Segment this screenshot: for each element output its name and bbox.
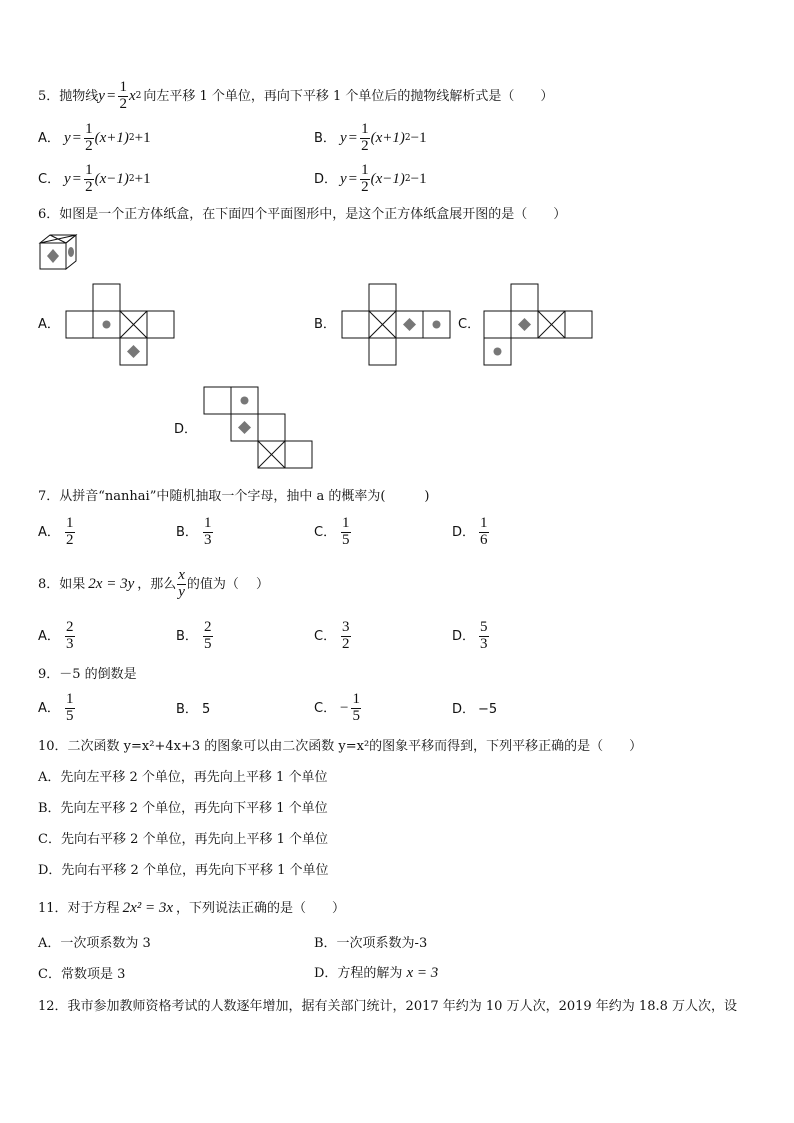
q7-option-c-den: 5 [342,531,350,548]
q7-option-d-num: 1 [480,515,488,531]
q9-option-b-label: B． [176,702,198,717]
q5-option-a-fraction [84,122,94,155]
q6-option-d-net [202,386,316,472]
net-a-square [147,311,174,338]
q9-text: －5 的倒数是 [59,667,137,682]
q11-option-d [314,966,438,981]
q5-option-d-num: 1 [361,162,369,178]
q12-stem [38,1000,737,1013]
q5-eq: = [106,87,116,104]
q9-option-a-den: 5 [66,707,74,724]
q11-text-a: 对于方程 [67,901,120,916]
q5-option-b-fraction [360,122,370,155]
q6-option-c-net [482,283,596,369]
q11-option-a: A．一次项系数为 3 [38,936,151,951]
q7-option-c-num: 1 [342,515,350,531]
q10-option-c: C．先向右平移 2 个单位，再先向上平移 1 个单位 [38,832,329,847]
q9-number: 9． [38,667,60,682]
q10-option-d: D．先向右平移 2 个单位，再先向下平移 1 个单位 [38,863,329,878]
q8-fnum: x [178,567,185,583]
q6-option-b-net [340,283,454,369]
q10-option-a: A．先向左平移 2 个单位，再先向上平移 1 个单位 [38,770,328,785]
q7-option-b-num: 1 [204,515,212,531]
q9-option-c-fraction [351,692,361,725]
q11-option-c: C．常数项是 3 [38,967,126,982]
q7-option-a-label: A． [38,524,60,540]
q8-option-c-label: C． [314,628,337,644]
q5-option-d-fraction [360,163,370,196]
q7-option-d-label: D． [452,524,476,540]
q5-option-d-tail: −1 [410,170,427,187]
q5-option-b-y: y [340,129,347,146]
q7-option-c-label: C． [314,524,337,540]
q8-fden: y [178,583,185,600]
q9-option-a-num: 1 [66,691,74,707]
q5-option-b-den: 2 [361,137,369,154]
q6-option-b-label: B． [314,317,336,332]
q5-option-d-y: y [340,170,347,187]
q5-option-d [314,163,427,196]
q5-text-a: 抛物线 [59,88,99,104]
q5-number: 5． [38,88,60,104]
q7-option-c [314,516,352,549]
q5-option-b-label: B． [314,130,336,146]
q5-half-num: 1 [119,79,127,95]
q9-option-a [38,692,76,725]
net-a-square [66,311,93,338]
q8-option-a-fraction [65,620,75,653]
q9-option-c-sign: − [340,699,349,716]
q6-option-a-net [64,283,178,369]
q7-option-d [452,516,490,549]
q7-option-b-den: 3 [204,531,212,548]
q8-option-a-den: 3 [66,635,74,652]
q5-option-c-y: y [64,170,71,187]
q5-option-d-inside: (x−1) [370,170,405,187]
cube-side-dot [68,247,74,257]
q8-option-b-den: 5 [204,635,212,652]
q9-option-d [452,703,497,716]
net-a-dot [103,321,111,329]
q5-x: x [128,87,136,104]
q8-option-d [452,620,490,653]
q11-option-d-text: D．方程的解为 [314,966,403,981]
net-b-square [342,311,369,338]
net-d-square [204,387,231,414]
q5-text-b: 向左平移 1 个单位，再向下平移 1 个单位后的抛物线解析式是（ ） [143,88,554,104]
q7-number: 7． [38,489,60,504]
q8-condition: 2x = 3y [88,575,135,592]
q8-text-b: ，那么 [137,576,177,592]
q5-option-c-sq: 2 [128,173,135,184]
q6-number: 6． [38,207,60,222]
q9-option-c-num: 1 [352,691,360,707]
net-b-square [369,338,396,365]
net-c-square [484,311,511,338]
q5-option-a-inside: (x+1) [94,129,129,146]
q8-option-b [176,620,214,653]
q5-option-b-tail: −1 [410,129,427,146]
q8-option-a-label: A． [38,628,60,644]
q6-cube-figure [36,232,84,272]
q10-number: 10． [38,739,68,754]
q5-option-b [314,122,427,155]
q5-option-b-inside: (x+1) [370,129,405,146]
q7-option-b-label: B． [176,524,198,540]
q8-option-d-den: 3 [480,635,488,652]
q7-text: 从拼音“nanhai”中随机抽取一个字母，抽中 a 的概率为( ) [59,489,430,504]
q8-option-a-num: 2 [66,619,74,635]
q5-option-c-inside: (x−1) [94,170,129,187]
q5-option-c-fraction [84,163,94,196]
q8-number: 8． [38,576,60,592]
q5-option-a-den: 2 [85,137,93,154]
q7-option-a [38,516,76,549]
q9-stem [38,668,137,681]
q7-option-b [176,516,214,549]
q8-option-c [314,620,352,653]
q6-option-c-label: C． [458,317,481,332]
q10-option-b: B．先向左平移 2 个单位，再先向下平移 1 个单位 [38,801,328,816]
q8-option-c-fraction [341,620,351,653]
net-b-dot [433,321,441,329]
q5-option-d-sq: 2 [404,173,411,184]
q5-option-b-eq: = [348,129,358,146]
q5-option-a [38,122,151,155]
q9-option-d-label: D． [452,702,476,717]
q8-option-a [38,620,76,653]
q9-option-a-fraction [65,692,75,725]
q7-option-d-fraction [479,516,489,549]
q7-option-b-fraction [203,516,213,549]
q8-option-c-num: 3 [342,619,350,635]
q5-sq: 2 [135,90,142,101]
q7-option-d-den: 6 [480,531,488,548]
q8-option-d-fraction [479,620,489,653]
q10-stem [38,740,642,753]
q5-option-a-label: A． [38,130,60,146]
q5-option-c-eq: = [72,170,82,187]
q6-option-a-label: A． [38,317,60,332]
q9-option-a-label: A． [38,700,60,716]
q12-text: 我市参加教师资格考试的人数逐年增加，据有关部门统计，2017 年约为 10 万人次，2019 年约为 18.8 万人次，设 [67,999,737,1014]
q5-option-c [38,163,151,196]
q6-option-d-label: D． [174,422,198,437]
q12-number: 12． [38,999,68,1014]
q5-half-fraction [118,80,128,113]
net-c-square [565,311,592,338]
q5-option-a-tail: +1 [134,129,151,146]
q6-text: 如图是一个正方体纸盒，在下面四个平面图形中，是这个正方体纸盒展开图的是（ ） [59,207,567,222]
q9-option-b [176,703,210,716]
q5-option-a-y: y [64,129,71,146]
q5-option-a-eq: = [72,129,82,146]
q11-option-b: B．一次项系数为-3 [314,936,428,951]
net-d-square [258,414,285,441]
q5-y: y [98,87,105,104]
q7-option-a-num: 1 [66,515,74,531]
q9-option-d-value: −5 [478,702,498,717]
q9-option-c-label: C． [314,700,337,716]
q9-option-c-den: 5 [352,707,360,724]
q8-stem [38,568,269,601]
q5-option-a-num: 1 [85,121,93,137]
q11-stem [38,901,345,916]
q5-stem [38,80,553,113]
q6-stem [38,208,566,221]
q5-option-a-sq: 2 [128,132,135,143]
q7-option-c-fraction [341,516,351,549]
net-b-square [369,284,396,311]
q5-option-d-den: 2 [361,178,369,195]
q9-option-c [314,692,362,725]
q5-option-c-label: C． [38,171,61,187]
q8-x-over-y [177,568,186,601]
net-c-dot [494,348,502,356]
q5-option-c-den: 2 [85,178,93,195]
q5-option-d-label: D． [314,171,338,187]
q8-text-c: 的值为（ ） [186,576,270,592]
q5-option-c-num: 1 [85,162,93,178]
q8-option-b-fraction [203,620,213,653]
net-d-dot [241,397,249,405]
q11-option-d-eq: x = 3 [406,965,439,981]
cube-front-diamond [47,249,59,263]
net-d-square [285,441,312,468]
q8-option-d-label: D． [452,628,476,644]
q10-text: 二次函数 y=x²+4x+3 的图象可以由二次函数 y=x²的图象平移而得到，下列平移正确的是（ ） [67,739,643,754]
q7-stem [38,490,430,503]
q11-number: 11． [38,901,68,916]
q8-option-d-num: 5 [480,619,488,635]
net-c-square [511,284,538,311]
q5-option-b-num: 1 [361,121,369,137]
q8-text-a: 如果 [59,576,86,592]
net-a-square [93,284,120,311]
q8-option-c-den: 2 [342,635,350,652]
q5-option-d-eq: = [348,170,358,187]
q11-equation: 2x² = 3x [122,900,173,916]
q5-option-c-tail: +1 [134,170,151,187]
q8-option-b-label: B． [176,628,198,644]
q5-half-den: 2 [119,95,127,112]
q11-text-b: ，下列说法正确的是（ ） [176,901,346,916]
q8-option-b-num: 2 [204,619,212,635]
q7-option-a-fraction [65,516,75,549]
q5-option-b-sq: 2 [404,132,411,143]
q9-option-b-value: 5 [202,702,211,717]
q7-option-a-den: 2 [66,531,74,548]
